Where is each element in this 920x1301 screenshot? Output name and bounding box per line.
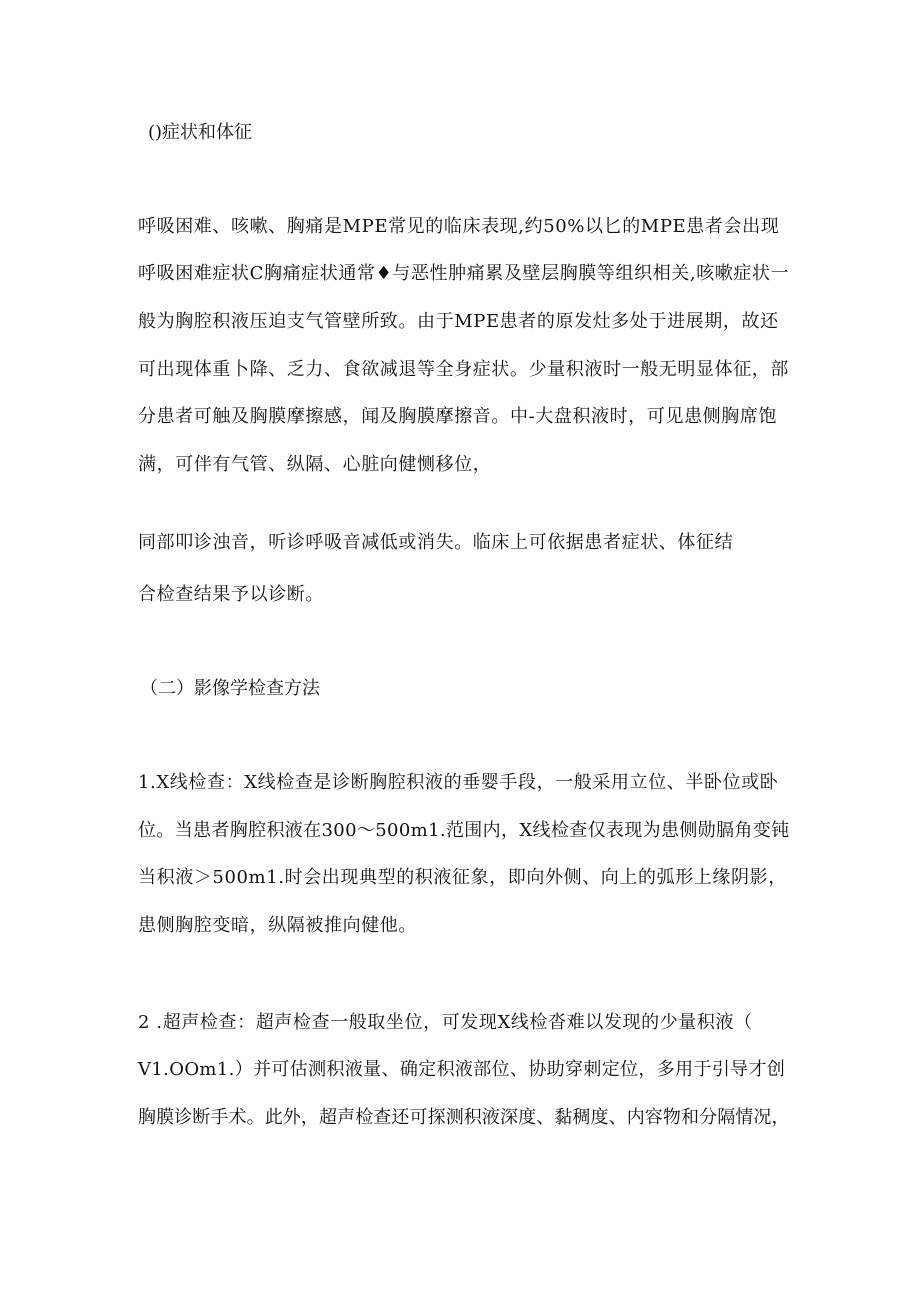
paragraph-line: 合检查结果予以诊断。	[138, 584, 324, 605]
section-heading-imaging: （二）影像学检查方法	[140, 678, 320, 699]
paragraph-line: 呼吸困难、咳嗽、胸痛是MPE常见的临床表现,约50%以匕的MPE患者会出现	[138, 216, 780, 237]
section-heading-symptoms: ()症状和体征	[148, 122, 253, 143]
paragraph-line: 1.X线检查：X线检查是诊断胸腔积液的垂婴手段，一般采用立位、半卧位或卧	[138, 772, 779, 793]
paragraph-line: 当积液＞500m1.时会出现典型的积液征象，即向外侧、向上的弧形上缘阴影，	[138, 867, 787, 888]
paragraph-line: 胸膜诊断手术。此外，超声检查还可探测积液深度、黏稠度、内容物和分隔情况，	[138, 1107, 790, 1128]
paragraph-line: 般为胸腔积液压迫支气管壁所致。由于MPE患者的原发灶多处于进展期，故还	[138, 311, 779, 332]
paragraph-line: 患侧胸腔变暗，纵隔被推向健他。	[138, 915, 417, 936]
paragraph-line: V1.OOm1.）并可估测积液量、确定积液部位、协助穿刺定位，多用于引导才创	[138, 1059, 786, 1080]
paragraph-line: 分患者可触及胸膜摩擦感，闻及胸膜摩擦音。中-大盘积液时，可见患侧胸席饱	[138, 406, 778, 427]
paragraph-line: 位。当患者胸腔积液在300～500m1.范围内，X线检查仅表现为患侧勋膈角变钝	[138, 820, 790, 841]
paragraph-line: 2 .超声检查：超声检查一般取坐位，可发现X线检沓难以发现的少量积液（	[138, 1012, 753, 1033]
paragraph-line: 满，可伴有气管、纵隔、心脏向健恻移位，	[138, 454, 492, 475]
paragraph-line: 同部叩诊浊音，听诊呼吸音减低或消失。临床上可依据患者症状、体征结	[138, 532, 734, 553]
paragraph-line: 可出现体重卜降、乏力、食欲减退等全身症状。少量积液时一般无明显体征，部	[138, 359, 789, 380]
paragraph-line: 呼吸困难症状C胸痛症状通常♦与恶性肿痛累及壁层胸膜等组织相关,咳嗽症状一	[138, 263, 790, 284]
